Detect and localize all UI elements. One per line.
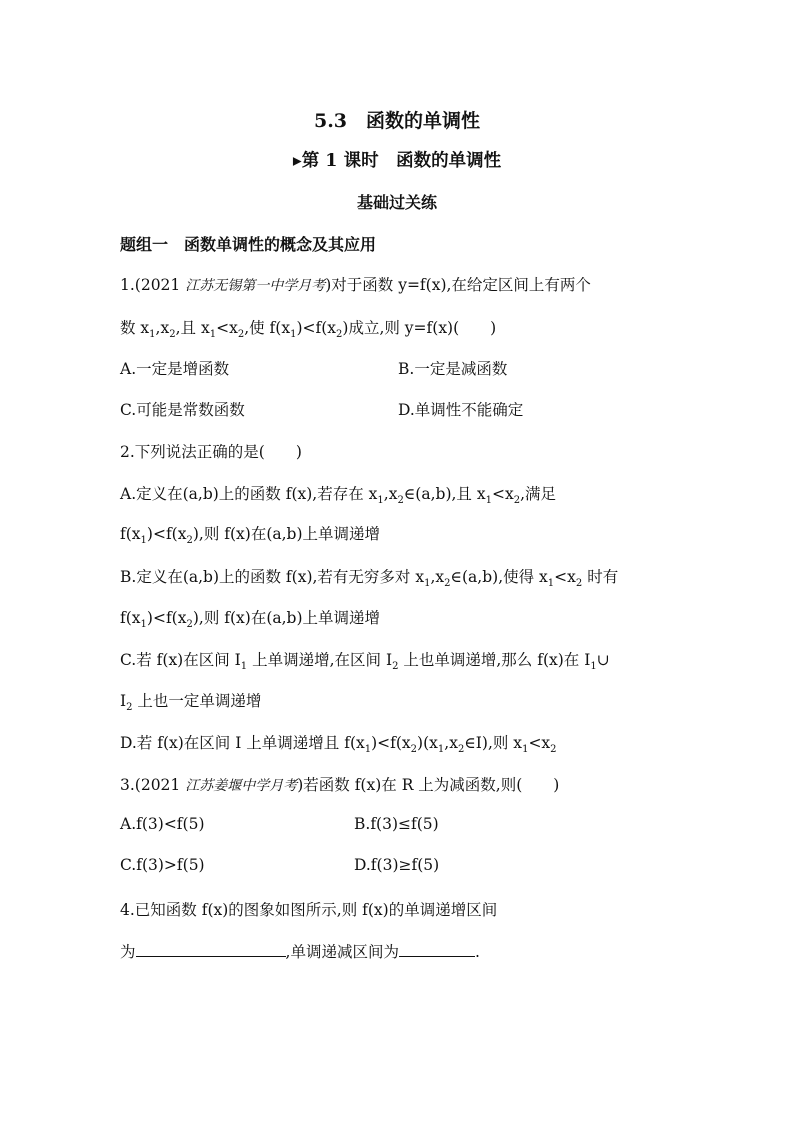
q2-option-c-line1: C.若 f(x)在区间 $I_1$ 上单调递增,在区间 $I_2$ 上也单调递增,那么 f(x)在 $I_1\cup$: [120, 651, 610, 673]
q3-option-c: C.f(3)>f(5): [120, 856, 205, 874]
section-title: 5.3 函数的单调性: [313, 110, 481, 132]
q2-option-d: D.若 f(x)在区间 I 上单调递增且 $f(x_1)<f(x_2)(x_1,x_2\in I)$,则 $x_1<x_2$: [120, 734, 557, 756]
group-title: 题组一 函数单调性的概念及其应用: [120, 235, 377, 254]
q4-line2: 为 ,单调递减区间为 .: [120, 943, 480, 961]
q2-option-b-line1: B.定义在(a,b)上的函数 f(x),若有无穷多对 $x_1,x_2\in(a,b)$,使得 $x_1<x_2$ 时有: [120, 568, 619, 590]
q3-option-a: A.f(3)<f(5): [120, 815, 205, 833]
q2-option-a-line2: $f(x_1)<f(x_2)$,则 f(x)在(a,b)上单调递增: [120, 525, 381, 547]
level-heading: 基础过关练: [356, 193, 437, 212]
increasing-interval-blank[interactable]: [136, 942, 286, 957]
q3-option-b: B.f(3)≤f(5): [354, 815, 439, 833]
q3-stem: 3.(2021 江苏姜堰中学月考)若函数 f(x)在 R 上为减函数,则( ): [120, 776, 560, 794]
lesson-title: ▸第 1 课时 函数的单调性: [292, 151, 502, 171]
q4-line1: 4.已知函数 f(x)的图象如图所示,则 f(x)的单调递增区间: [120, 901, 498, 919]
q2-option-b-line2: $f(x_1)<f(x_2)$,则 f(x)在(a,b)上单调递增: [120, 609, 381, 631]
q3-option-d: D.f(3)≥f(5): [354, 856, 440, 874]
q1-option-b: B.一定是减函数: [398, 360, 508, 378]
q1-source: 江苏无锡第一中学月考: [185, 278, 326, 294]
q1-option-c: C.可能是常数函数: [120, 401, 245, 419]
q1-option-a: A.一定是增函数: [120, 360, 230, 378]
q2-option-c-line2: $I_2$ 上也一定单调递增: [120, 692, 262, 714]
q1-option-d: D.单调性不能确定: [398, 401, 524, 419]
q2-stem: 2.下列说法正确的是( ): [120, 443, 302, 461]
q1-line2: 数 $x_1,x_2$,且 $x_1<x_2$,使 $f(x_1)<f(x_2)$成立,则 y=f(x)( ): [120, 319, 497, 341]
decreasing-interval-blank[interactable]: [399, 942, 475, 957]
q1-line1: 1.(2021 江苏无锡第一中学月考)对于函数 y=f(x),在给定区间上有两个: [120, 276, 591, 294]
q2-option-a-line1: A.定义在(a,b)上的函数 f(x),若存在 $x_1,x_2\in(a,b)$,且 $x_1<x_2$,满足: [120, 485, 557, 507]
q3-source: 江苏姜堰中学月考: [185, 778, 298, 794]
